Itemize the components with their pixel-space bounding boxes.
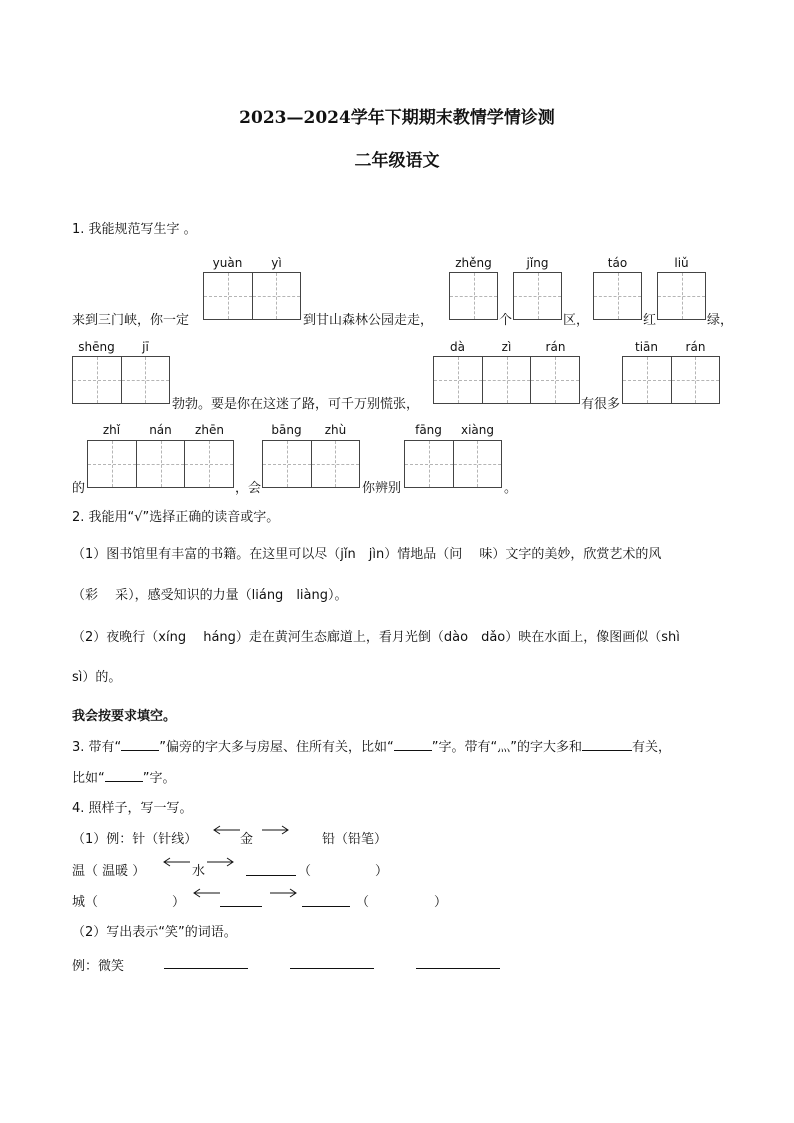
q3-text-d: 有关， xyxy=(631,740,671,755)
q1-text-6: 绿， xyxy=(707,313,734,328)
q4-row3-blank-2[interactable] xyxy=(302,906,350,907)
left-arrow-icon xyxy=(162,857,192,867)
writing-box-jing[interactable] xyxy=(513,272,562,320)
pinyin-sheng: shēng xyxy=(78,340,115,354)
writing-box-shengji[interactable] xyxy=(72,356,170,404)
answer-line-1[interactable] xyxy=(164,968,248,969)
pinyin-zhen: zhēn xyxy=(195,423,224,437)
answer-line-2[interactable] xyxy=(290,968,374,969)
pinyin-yi: yì xyxy=(271,256,282,270)
q3-blank-radical[interactable] xyxy=(121,738,159,751)
q4-example-prefix: （1）例：针（针线） xyxy=(72,832,198,847)
q4-row2-paren-open: （ xyxy=(298,864,312,879)
question-3-line-2 xyxy=(72,767,176,786)
q1-text-12: 。 xyxy=(504,481,518,496)
q1-text-3: 个 xyxy=(499,313,513,328)
left-arrow-icon xyxy=(212,825,242,835)
pinyin-fang: fāng xyxy=(415,423,442,437)
q1-text-11: 你辨别 xyxy=(362,481,402,496)
writing-box-liu[interactable] xyxy=(657,272,706,320)
pinyin-zi: zì xyxy=(501,340,512,354)
question-4-label: 4. 照样子，写一写。 xyxy=(72,801,193,816)
writing-box-zheng[interactable] xyxy=(449,272,498,320)
q4-row3-word: 城（ xyxy=(72,895,99,910)
q3-blank-meaning[interactable] xyxy=(582,738,632,751)
pinyin-jing: jǐng xyxy=(526,256,549,270)
q4-example-end: 铅（铅笔） xyxy=(322,832,388,847)
q1-text-5: 红 xyxy=(643,313,657,328)
q2-paragraph-1-line-1: （1）图书馆里有丰富的书籍。在这里可以尽（jǐn jìn）情地品（问 味）文字的美妙，欣赏艺术的风 xyxy=(72,547,662,562)
q1-text-4: 区， xyxy=(563,313,590,328)
q2-paragraph-2-line-2: sì）的。 xyxy=(72,670,122,685)
page-title: 2023—2024学年下期期末教情学情诊测 xyxy=(239,108,555,128)
q1-text-2: 到甘山森林公园走走， xyxy=(303,313,434,328)
pinyin-da: dà xyxy=(450,340,465,354)
writing-box-tao[interactable] xyxy=(593,272,642,320)
pinyin-ji: jī xyxy=(142,340,149,354)
q1-text-9: 的 xyxy=(72,481,86,496)
q2-paragraph-2-line-1: （2）夜晚行（xíng háng）走在黄河生态廊道上，看月光倒（dào dǎo）映在水面上，像图画似（shì xyxy=(72,630,680,645)
pinyin-nan: nán xyxy=(149,423,172,437)
question-2-label: 2. 我能用“√”选择正确的读音或字。 xyxy=(72,510,280,525)
pinyin-ran-2: rán xyxy=(685,340,706,354)
q4-row2-paren-close: ） xyxy=(375,864,389,879)
pinyin-zhu: zhù xyxy=(324,423,347,437)
pinyin-zhi: zhǐ xyxy=(102,423,121,437)
q4-row3-paren-close: ） xyxy=(434,895,448,910)
pinyin-zheng: zhěng xyxy=(455,256,492,270)
q3-blank-example-1[interactable] xyxy=(394,738,432,751)
pinyin-yuan: yuàn xyxy=(212,256,243,270)
q2-paragraph-1-line-2: （彩 采），感受知识的力量（liáng liàng）。 xyxy=(72,588,348,603)
pinyin-tao: táo xyxy=(607,256,628,270)
writing-box-fangxiang[interactable] xyxy=(404,440,502,488)
writing-box-tianran[interactable] xyxy=(622,356,720,404)
q3-text-e: 比如“ xyxy=(72,771,105,786)
q4-row2-blank[interactable] xyxy=(246,875,296,876)
q1-text-10: ，会 xyxy=(235,481,262,496)
q4-row3-paren-open: （ xyxy=(356,895,370,910)
pinyin-tian: tiān xyxy=(635,340,658,354)
answer-line-3[interactable] xyxy=(416,968,500,969)
section-heading: 我会按要求填空。 xyxy=(72,709,177,724)
q1-text-1: 来到三门峡，你一定 xyxy=(72,313,190,328)
writing-box-daziran[interactable] xyxy=(433,356,580,404)
q3-text-c: ”字。带有“灬”的字大多和 xyxy=(431,740,582,755)
q4-example-mid: 金 xyxy=(240,832,254,847)
question-1-label: 1. 我能规范写生字 。 xyxy=(72,222,197,237)
q1-text-7: 勃勃。要是你在这迷了路，可千万别慌张， xyxy=(172,397,420,412)
q4-sub-2-label: （2）写出表示“笑”的词语。 xyxy=(72,925,237,940)
q4-row3-blank-1[interactable] xyxy=(220,906,262,907)
left-arrow-icon xyxy=(192,888,222,898)
pinyin-xiang: xiàng xyxy=(460,423,494,437)
q3-text-f: ”字。 xyxy=(142,771,176,786)
q3-blank-example-2[interactable] xyxy=(105,769,143,782)
pinyin-bang: bāng xyxy=(271,423,302,437)
q4-row3-close: ） xyxy=(172,895,186,910)
q4-example-word: 例：微笑 xyxy=(72,959,125,974)
writing-box-yuanyi[interactable] xyxy=(203,272,301,320)
pinyin-ran-1: rán xyxy=(545,340,566,354)
right-arrow-icon xyxy=(268,888,298,898)
q4-row2-word: 温（ 温暖 ） xyxy=(72,864,146,879)
q1-text-8: 有很多 xyxy=(581,397,621,412)
writing-box-zhinanzhen[interactable] xyxy=(87,440,234,488)
question-3-line-1 xyxy=(72,736,671,755)
writing-box-bangzhu[interactable] xyxy=(262,440,360,488)
q4-row2-mid: 水 xyxy=(192,864,206,879)
pinyin-liu: liǔ xyxy=(674,256,689,270)
right-arrow-icon xyxy=(205,857,235,867)
page-subtitle: 二年级语文 xyxy=(354,151,440,171)
q3-text-a: 3. 带有“ xyxy=(72,740,122,755)
right-arrow-icon xyxy=(260,825,290,835)
q3-text-b: ”偏旁的字大多与房屋、住所有关，比如“ xyxy=(159,740,394,755)
